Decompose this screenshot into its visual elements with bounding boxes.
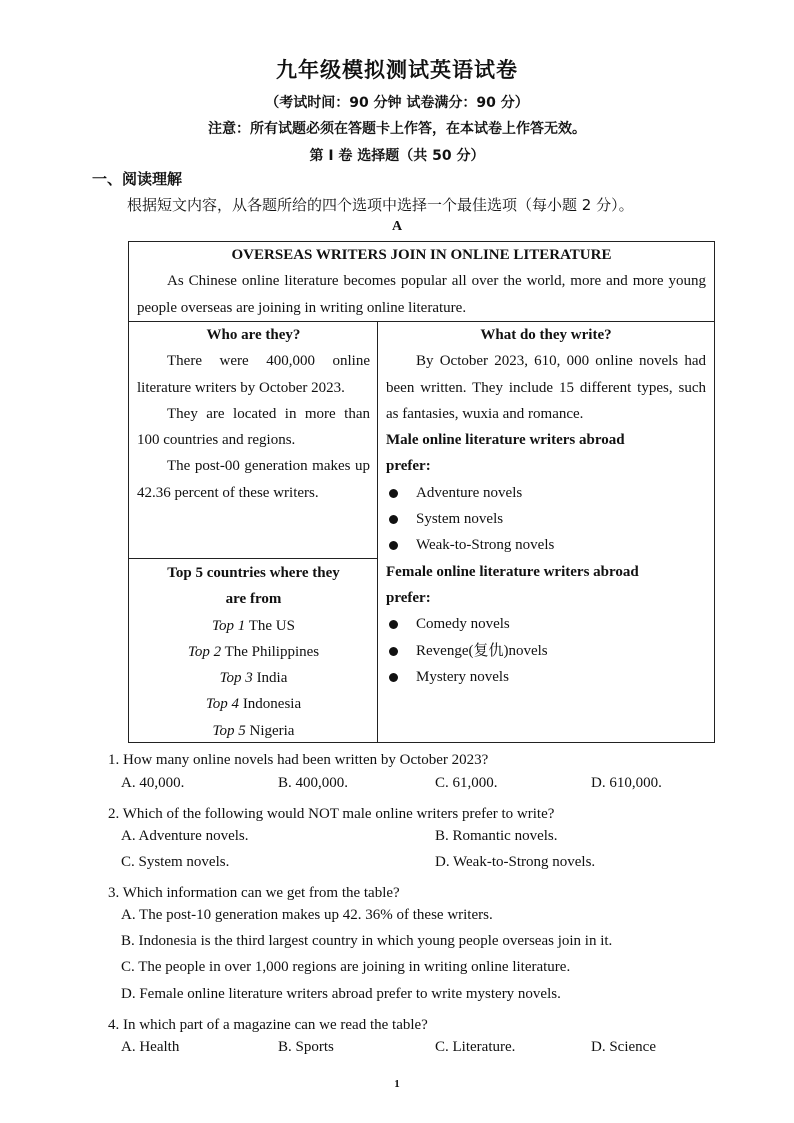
bullet-icon bbox=[389, 489, 398, 498]
option[interactable]: C. The people in over 1,000 regions are joining in writing online literature. bbox=[121, 959, 571, 975]
list-item: Weak-to-Strong novels bbox=[386, 532, 706, 558]
list-item: System novels bbox=[386, 506, 706, 532]
female-list bbox=[386, 611, 706, 690]
question-stem: 2. Which of the following would NOT male online writers prefer to write? bbox=[108, 806, 555, 822]
male-heading: Male online literature writers abroad bbox=[386, 432, 625, 449]
option[interactable]: A. 40,000. bbox=[121, 775, 185, 791]
option[interactable]: D. Science bbox=[591, 1039, 656, 1055]
who-paragraph: The post-00 generation makes up 42.36 percent of these writers. bbox=[137, 458, 370, 501]
option[interactable]: D. Weak-to-Strong novels. bbox=[435, 854, 596, 870]
bullet-icon bbox=[389, 620, 398, 629]
list-item: Mystery novels bbox=[386, 664, 706, 690]
who-cell bbox=[137, 322, 370, 506]
list-item: Adventure novels bbox=[386, 480, 706, 506]
option[interactable]: A. Adventure novels. bbox=[121, 828, 249, 844]
female-heading: prefer: bbox=[386, 589, 431, 606]
country-row: Top 4 Indonesia bbox=[205, 696, 302, 713]
option[interactable]: C. System novels. bbox=[121, 854, 230, 870]
who-paragraph: There were 400,000 online literature writers by October 2023. bbox=[137, 353, 370, 396]
option[interactable]: B. Indonesia is the third largest country in which young people overseas join in it. bbox=[121, 933, 613, 949]
option[interactable]: B. Sports bbox=[278, 1039, 334, 1055]
country-row: Top 2 The Philippines bbox=[187, 643, 320, 660]
male-list bbox=[386, 480, 706, 559]
country-row: Top 1 The US bbox=[212, 617, 295, 634]
part-heading: 第 Ⅰ 卷 选择题（共 50 分） bbox=[309, 148, 485, 164]
option[interactable]: C. Literature. bbox=[435, 1039, 516, 1055]
top-heading: Top 5 countries where they bbox=[167, 565, 340, 581]
what-heading: What do they write? bbox=[480, 327, 612, 343]
what-paragraph: By October 2023, 610, 000 online novels had been written. They include 15 different types, such as fantasies, wuxia and romance. bbox=[386, 353, 706, 422]
table-column-divider bbox=[377, 321, 378, 742]
what-cell bbox=[386, 322, 706, 690]
table-header-cell bbox=[137, 242, 706, 321]
section-heading: 一、阅读理解 bbox=[92, 170, 183, 188]
bullet-icon bbox=[389, 541, 398, 550]
question-stem: 1. How many online novels had been written by October 2023? bbox=[108, 752, 489, 768]
option[interactable]: B. Romantic novels. bbox=[435, 828, 558, 844]
bullet-icon bbox=[389, 673, 398, 682]
page-number: 1 bbox=[394, 1078, 400, 1090]
exam-info: （考试时间：90 分钟 试卷满分：90 分） bbox=[265, 95, 529, 111]
question-stem: 3. Which information can we get from the table? bbox=[108, 885, 400, 901]
option[interactable]: C. 61,000. bbox=[435, 775, 498, 791]
question-stem: 4. In which part of a magazine can we read the table? bbox=[108, 1017, 428, 1033]
table-title: OVERSEAS WRITERS JOIN IN ONLINE LITERATURE bbox=[231, 247, 612, 263]
country-row: Top 3 India bbox=[219, 670, 288, 687]
passage-letter: A bbox=[391, 219, 403, 234]
option[interactable]: A. Health bbox=[121, 1039, 180, 1055]
who-paragraph: They are located in more than 100 countries and regions. bbox=[137, 405, 370, 449]
country-row: Top 5 Nigeria bbox=[212, 722, 295, 739]
option[interactable]: D. 610,000. bbox=[591, 775, 662, 791]
list-item: Comedy novels bbox=[386, 611, 706, 637]
top-countries-cell bbox=[137, 560, 370, 744]
male-heading: prefer: bbox=[386, 458, 431, 475]
who-heading: Who are they? bbox=[206, 327, 301, 343]
option[interactable]: B. 400,000. bbox=[278, 775, 349, 791]
female-heading: Female online literature writers abroad bbox=[386, 563, 639, 580]
option[interactable]: D. Female online literature writers abroad prefer to write mystery novels. bbox=[121, 986, 561, 1002]
list-item: Revenge(复仇)novels bbox=[386, 638, 706, 664]
option[interactable]: A. The post-10 generation makes up 42. 36% of these writers. bbox=[121, 907, 493, 923]
info-table bbox=[128, 241, 715, 743]
table-intro: As Chinese online literature becomes popular all over the world, more and more young people overseas are joining in writing online literature. bbox=[137, 273, 706, 316]
notice: 注意：所有试题必须在答题卡上作答，在本试卷上作答无效。 bbox=[208, 121, 586, 137]
bullet-icon bbox=[389, 515, 398, 524]
bullet-icon bbox=[389, 647, 398, 656]
top-heading: are from bbox=[225, 591, 282, 608]
exam-title: 九年级模拟测试英语试卷 bbox=[276, 58, 518, 82]
section-instruction: 根据短文内容，从各题所给的四个选项中选择一个最佳选项（每小题 2 分）。 bbox=[127, 196, 634, 214]
